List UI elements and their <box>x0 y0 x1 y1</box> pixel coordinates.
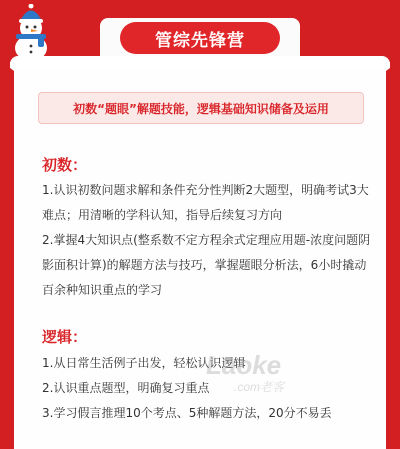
section-heading-math: 初数： <box>42 156 88 174</box>
snowman-icon <box>8 4 54 62</box>
math-point-1: 1.认识初数问题求解和条件充分性判断2大题型，明确考试3大难点；用清晰的学科认知，指导后续复习方向 <box>42 183 369 222</box>
subtitle-banner: 初数“题眼”解题技能，逻辑基础知识储备及运用 <box>38 92 364 124</box>
page-title: 管综先锋营 <box>120 22 280 54</box>
watermark-main-text: Laoke <box>206 350 282 380</box>
math-point-2: 2.掌握4大知识点(整系数不定方程余式定理应用题-浓度问题阴影面积计算)的解题方法与技巧，掌握题眼分析法，6小时撬动百余种知识重点的学习 <box>42 233 371 297</box>
watermark-sub-text: .com老客 <box>234 380 285 394</box>
title-banner <box>100 18 300 58</box>
logic-point-3: 3.学习假言推理10个考点、5种解题方法，20分不易丢 <box>42 406 332 420</box>
logic-point-1: 1.从日常生活例子出发，轻松认识逻辑 <box>42 356 246 370</box>
section-heading-logic: 逻辑： <box>42 328 88 346</box>
logic-point-2: 2.认识重点题型，明确复习重点 <box>42 381 210 395</box>
content-card <box>14 70 386 449</box>
